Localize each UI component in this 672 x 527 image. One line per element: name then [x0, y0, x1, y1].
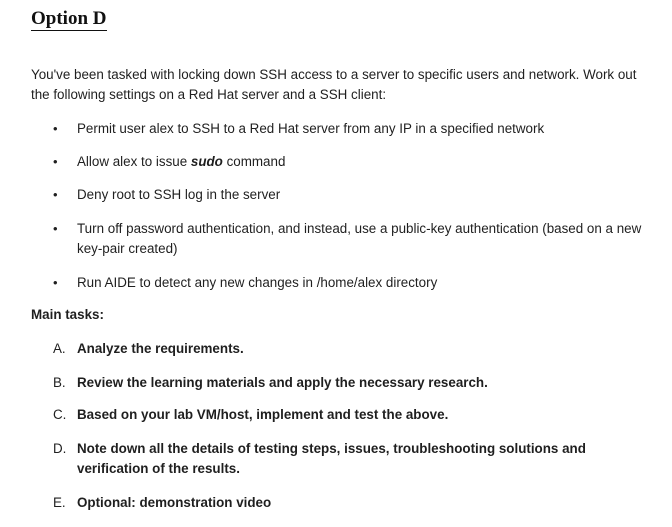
- bullet-icon: •: [53, 154, 58, 169]
- task-letter: C.: [53, 407, 67, 422]
- bullet-icon: •: [53, 121, 58, 136]
- main-tasks-heading: Main tasks:: [31, 307, 104, 322]
- list-item-text: Deny root to SSH log in the server: [77, 187, 281, 202]
- task-text: Based on your lab VM/host, implement and test the above.: [77, 407, 449, 422]
- task-letter: B.: [53, 375, 66, 390]
- bullet-icon: •: [53, 187, 58, 202]
- task-text: Review the learning materials and apply the necessary research.: [77, 375, 488, 390]
- task-text: Optional: demonstration video: [77, 495, 272, 510]
- list-item-text-pre: Allow alex to issue: [77, 154, 191, 169]
- list-item-text: [77, 152, 643, 172]
- bullet-icon: •: [53, 221, 58, 236]
- task-letter: E.: [53, 495, 66, 510]
- list-item-text: Turn off password authentication, and instead, use a public-key authentication (based on a new key-pair created): [77, 221, 642, 256]
- emphasis-sudo: sudo: [190, 154, 223, 169]
- list-item-text: Run AIDE to detect any new changes in /home/alex directory: [77, 275, 438, 290]
- list-item-text: Permit user alex to SSH to a Red Hat server from any IP in a specified network: [77, 121, 545, 136]
- task-letter: D.: [53, 441, 67, 456]
- document-title: Option D: [31, 8, 107, 29]
- intro-paragraph: You've been tasked with locking down SSH access to a server to specific users and network. Work out the following settings on a Red Hat server and a SSH client:: [31, 67, 637, 102]
- list-item-text-post: command: [222, 154, 286, 169]
- bullet-icon: •: [53, 275, 58, 290]
- task-text: Note down all the details of testing steps, issues, troubleshooting solutions and verification of the results.: [77, 441, 586, 476]
- task-text: Analyze the requirements.: [77, 341, 244, 356]
- task-letter: A.: [53, 341, 66, 356]
